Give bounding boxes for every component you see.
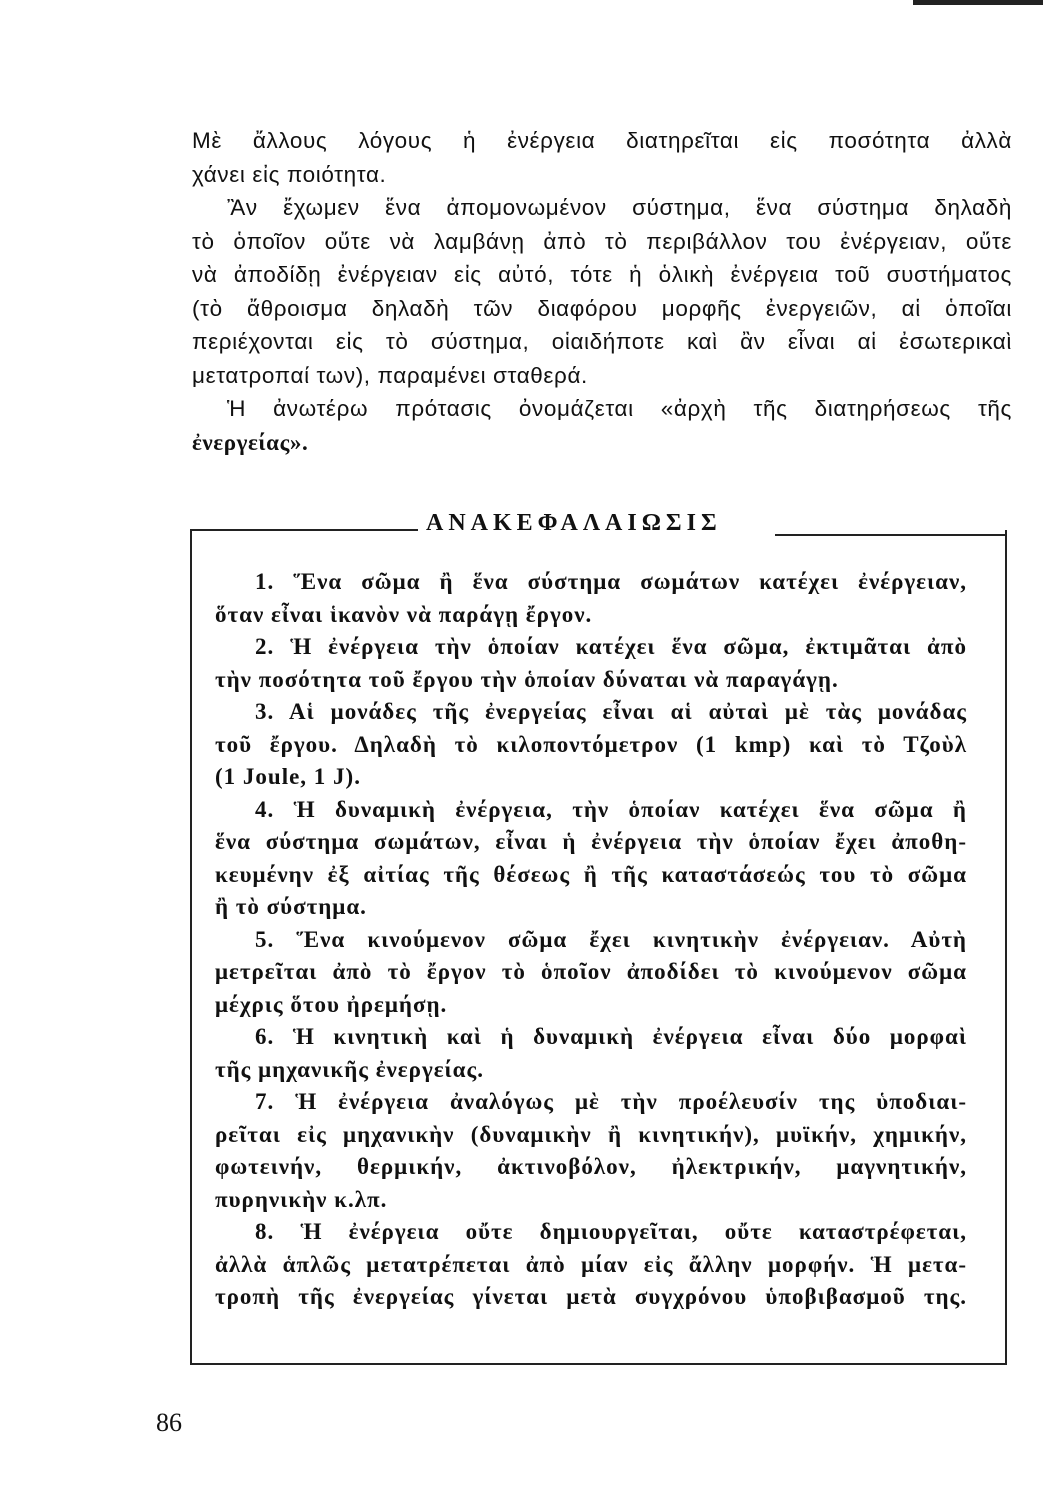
text-line: μετατροπαί των), παραμένει σταθερά. [192,362,588,388]
text-line: Μὲ ἄλλους λόγους ἡ ἐνέργεια διατηρεῖται εἰς ποσότητα ἀλλὰ [192,128,1012,153]
summary-item-4 [215,794,967,924]
summary-item-5 [215,924,967,1022]
summary-item-3 [215,696,967,794]
text-line: Ἡ ἀνωτέρω πρότασις ὀνομάζεται «ἀρχὴ τῆς διατηρήσεως τῆς [227,396,1012,421]
text-line: τὴν ποσότητα τοῦ ἔργου τὴν ὁποίαν δύναται νὰ παραγάγῃ. [215,666,839,692]
summary-list [215,566,967,1314]
text-line: πυρηνικὴν κ.λπ. [215,1186,388,1212]
text-line: περιέχονται εἰς τὸ σύστημα, οἱαιδήποτε καὶ ἂν εἶναι αἱ ἐσωτερικαὶ [192,329,1012,354]
summary-item-8 [215,1216,967,1314]
text-line: φωτεινήν, θερμικήν, ἀκτινοβόλον, ἠλεκτρικήν, μαγνητικήν, [215,1154,967,1179]
text-line: 4. Ἡ δυναμικὴ ἐνέργεια, τὴν ὁποίαν κατέχει ἕνα σῶμα ἢ [255,796,967,822]
paragraph-3-continued [192,426,1012,460]
text-line: μετρεῖται ἀπὸ τὸ ἔργον τὸ ὁποῖον ἀποδίδει τὸ κινούμενον σῶμα [215,959,967,984]
text-line: (τὸ ἄθροισμα δηλαδὴ τῶν διαφόρου μορφῆς ἐνεργειῶν, αἱ ὁποῖαι [192,295,1012,321]
text-line: ἕνα σύστημα σωμάτων, εἶναι ἡ ἐνέργεια τὴν ὁποίαν ἔχει ἀποθη- [215,829,967,854]
text-line: ὅταν εἶναι ἱκανὸν νὰ παράγῃ ἔργον. [215,601,593,627]
text-line: τῆς μηχανικῆς ἐνεργείας. [215,1056,484,1082]
page-number: 86 [156,1408,182,1437]
text-line: τροπὴ τῆς ἐνεργείας γίνεται μετὰ συγχρόνου ὑποβιβασμοῦ της. [215,1284,967,1309]
text-line: ἀλλὰ ἁπλῶς μετατρέπεται ἀπὸ μίαν εἰς ἄλλην μορφήν. Ἡ μετα- [215,1251,967,1277]
summary-item-1 [215,566,967,631]
text-line: (1 Joule, 1 J). [215,764,361,789]
text-line: χάνει εἰς ποιότητα. [192,161,387,187]
text-line: τὸ ὁποῖον οὔτε νὰ λαμβάνῃ ἀπὸ τὸ περιβάλλον του ἐνέργειαν, οὔτε [192,228,1012,254]
text-line: 7. Ἡ ἐνέργεια ἀναλόγως μὲ τὴν προέλευσίν της ὑποδιαι- [255,1089,967,1114]
text-line: 6. Ἡ κινητικὴ καὶ ἡ δυναμικὴ ἐνέργεια εἶναι δύο μορφαὶ [255,1024,967,1049]
summary-title: ΑΝΑΚΕΦΑΛΑΙΩΣΙΣ [426,510,722,536]
text-line: ρεῖται εἰς μηχανικὴν (δυναμικὴν ἢ κινητικήν), μυϊκήν, χημικήν, [215,1121,967,1147]
text-line: ἐνεργείας». [192,429,309,455]
text-line: Ἂν ἔχωμεν ἕνα ἀπομονωμένον σύστημα, ἕνα σύστημα δηλαδὴ [227,195,1012,220]
paragraph-2 [192,191,1012,225]
text-line: 3. Αἱ μονάδες τῆς ἐνεργείας εἶναι αἱ αὐταὶ μὲ τὰς μονάδας [255,699,967,724]
paragraph-1 [192,124,1012,191]
text-line: 8. Ἡ ἐνέργεια οὔτε δημιουργεῖται, οὔτε καταστρέφεται, [255,1219,967,1244]
text-line: νὰ ἀποδίδῃ ἐνέργειαν εἰς αὐτό, τότε ἡ ὁλικὴ ἐνέργεια τοῦ συστήματος [192,262,1012,287]
text-line: μέχρις ὅτου ἠρεμήσῃ. [215,991,448,1017]
body-text [192,124,1012,459]
top-edge-rule [913,0,1043,5]
paragraph-2-continued [192,225,1012,393]
text-line: κευμένην ἐξ αἰτίας τῆς θέσεως ἢ τῆς καταστάσεώς του τὸ σῶμα [215,861,967,887]
text-line: 5. Ἕνα κινούμενον σῶμα ἔχει κινητικὴν ἐνέργειαν. Αὐτὴ [255,926,967,952]
summary-item-2 [215,631,967,696]
text-line: ἢ τὸ σύστημα. [215,894,367,919]
text-line: τοῦ ἔργου. Δηλαδὴ τὸ κιλοποντόμετρον (1 kmp) καὶ τὸ Τζοὺλ [215,731,967,757]
text-line: 1. Ἕνα σῶμα ἢ ἕνα σύστημα σωμάτων κατέχει ἐνέργειαν, [255,569,967,594]
paragraph-3 [192,392,1012,426]
text-line: 2. Ἡ ἐνέργεια τὴν ὁποίαν κατέχει ἕνα σῶμα, ἐκτιμᾶται ἀπὸ [255,634,967,659]
summary-item-7 [215,1086,967,1216]
summary-item-6 [215,1021,967,1086]
